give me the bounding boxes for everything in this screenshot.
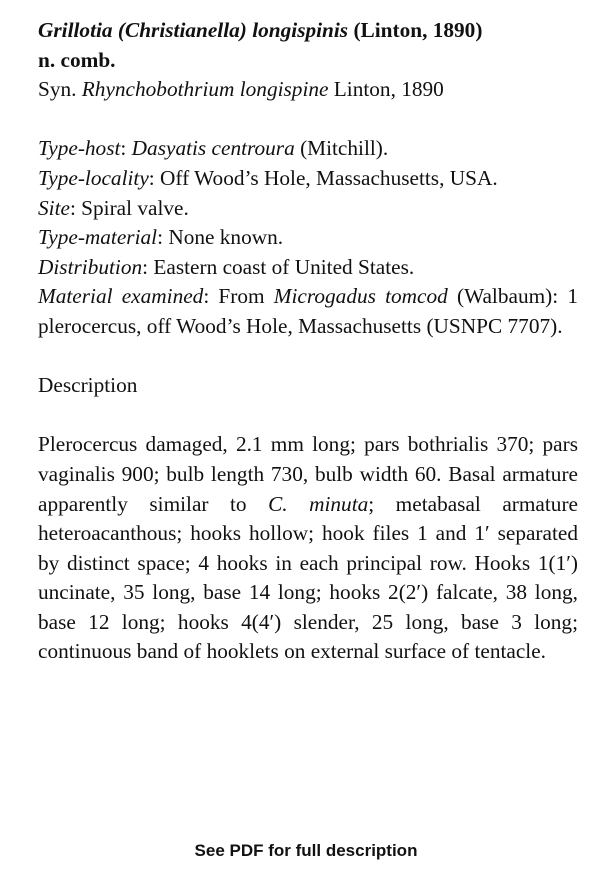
distribution: Distribution: Eastern coast of United States. bbox=[38, 254, 415, 279]
type-locality: Type-locality: Off Wood’s Hole, Massachusetts, USA. bbox=[38, 165, 498, 190]
type-material: Type-material: None known. bbox=[38, 225, 284, 250]
species: longispinis bbox=[252, 18, 349, 42]
description-heading: Description bbox=[38, 373, 138, 398]
nomenclature-status: n. comb. bbox=[38, 47, 116, 72]
syn-label: Syn. bbox=[38, 77, 77, 102]
full-description-link[interactable]: See PDF for full description bbox=[194, 841, 418, 860]
taxon-title bbox=[38, 16, 578, 75]
synonym-line bbox=[38, 75, 578, 105]
field-value: Spiral valve. bbox=[75, 195, 189, 220]
host-name: Microgadus tomcod bbox=[273, 284, 448, 309]
description-text: ; metabasal armature heteroacanthous; hooks hollow; hook files 1 and 1′ separated by distinct space; 4 hooks in each principal row. Hooks 1(1′) uncinate, 35 long, base 14 long; hooks 2(2′) falcate, 38 long, base 12 long; hooks 4(4′) slender, 25 long, base 3 long; continuous band of hooklets on external surface of tentacle. bbox=[38, 491, 578, 664]
site: Site: Spiral valve. bbox=[38, 195, 189, 220]
taxon-entry bbox=[38, 16, 578, 667]
field-value: Eastern coast of United States. bbox=[148, 254, 415, 279]
field-value: (Walbaum): 1 plerocercus, off Wood’s Hole, Massachusetts (USNPC 7707). bbox=[38, 284, 578, 338]
field-label: Material examined bbox=[38, 284, 204, 309]
synonym-authority: Linton, 1890 bbox=[333, 77, 444, 102]
field-value: None known. bbox=[163, 225, 284, 250]
field-label: Type-host bbox=[38, 136, 121, 161]
species-reference: C. minuta bbox=[268, 491, 369, 516]
field-label: Distribution bbox=[38, 254, 143, 279]
field-value: Off Wood’s Hole, Massachusetts, USA. bbox=[154, 165, 498, 190]
field-label: Type-material bbox=[38, 225, 158, 250]
type-host: Type-host: Dasyatis centroura (Mitchill). bbox=[38, 136, 389, 161]
field-label: Type-locality bbox=[38, 165, 149, 190]
field-text: From bbox=[209, 284, 274, 309]
synonym-name: Rhynchobothrium longispine bbox=[81, 77, 329, 102]
description-body bbox=[38, 430, 578, 667]
genus: Grillotia bbox=[38, 18, 113, 42]
authority: (Linton, 1890) bbox=[353, 18, 483, 42]
field-label: Site bbox=[38, 195, 70, 220]
description-text: Plerocercus damaged, 2.1 mm long; pars bothrialis 370; pars vaginalis 900; bulb length 730, bulb width 60. Basal armature apparently similar to bbox=[38, 432, 578, 516]
material-examined: Material examined: From Microgadus tomcod (Walbaum): 1 plerocercus, off Wood’s Hole, Massachusetts (USNPC 7707). bbox=[38, 284, 578, 338]
field-value: (Mitchill). bbox=[294, 136, 389, 161]
host-name: Dasyatis centroura bbox=[131, 136, 295, 161]
subgenus: (Christianella) bbox=[117, 18, 247, 42]
